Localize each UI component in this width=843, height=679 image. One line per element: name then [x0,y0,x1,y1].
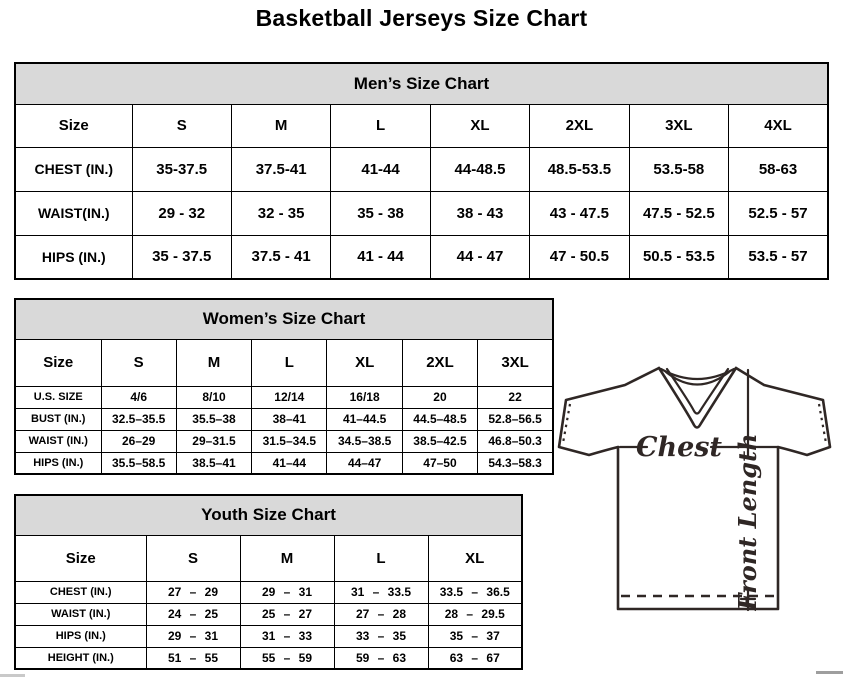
table-row [15,647,522,669]
mens-size-table [14,62,829,280]
column-header: XL [428,535,522,581]
size-value: 41-44 [331,147,430,191]
row-label: U.S. SIZE [15,386,101,408]
column-header: M [176,339,251,386]
size-value: 54.3–58.3 [478,452,553,474]
column-header: M [240,535,334,581]
column-header: Size [15,535,146,581]
front-length-label: Front Length [733,433,762,611]
size-value: 27 – 28 [334,603,428,625]
scrollbar-fragment-left [0,674,25,677]
column-header: 2XL [402,339,477,386]
youth-table-title: Youth Size Chart [15,495,522,535]
chest-label: Chest [636,432,722,463]
size-value: 38 - 43 [430,191,529,235]
size-value: 44.5–48.5 [402,408,477,430]
size-value: 25 – 27 [240,603,334,625]
size-value: 28 – 29.5 [428,603,522,625]
size-value: 4/6 [101,386,176,408]
size-value: 8/10 [176,386,251,408]
column-header: 2XL [530,104,629,147]
scrollbar-fragment-right [816,671,843,674]
column-header: S [101,339,176,386]
row-label: HEIGHT (IN.) [15,647,146,669]
size-value: 41 - 44 [331,235,430,279]
size-value: 31.5–34.5 [252,430,327,452]
column-header: L [252,339,327,386]
size-value: 38.5–41 [176,452,251,474]
table-row [15,147,828,191]
mens-size-chart-table [14,62,829,280]
size-value: 50.5 - 53.5 [629,235,728,279]
table-row [15,408,553,430]
size-value: 22 [478,386,553,408]
size-value: 29 – 31 [146,625,240,647]
column-header: 3XL [629,104,728,147]
youth-size-chart-table [14,494,523,670]
size-value: 37.5 - 41 [231,235,330,279]
size-value: 35-37.5 [132,147,231,191]
row-label: WAIST(IN.) [15,191,132,235]
womens-size-chart-table [14,298,554,475]
size-value: 31 – 33.5 [334,581,428,603]
size-value: 59 – 63 [334,647,428,669]
size-value: 35 - 38 [331,191,430,235]
column-header: M [231,104,330,147]
mens-table-title: Men’s Size Chart [15,63,828,104]
size-value: 35 - 37.5 [132,235,231,279]
size-value: 44–47 [327,452,402,474]
size-value: 53.5 - 57 [729,235,828,279]
row-label: WAIST (IN.) [15,430,101,452]
womens-size-table [14,298,554,475]
size-value: 47–50 [402,452,477,474]
size-value: 32.5–35.5 [101,408,176,430]
size-value: 43 - 47.5 [530,191,629,235]
size-value: 47 - 50.5 [530,235,629,279]
size-value: 31 – 33 [240,625,334,647]
size-value: 44 - 47 [430,235,529,279]
column-header: L [334,535,428,581]
size-value: 33 – 35 [334,625,428,647]
row-label: HIPS (IN.) [15,235,132,279]
size-value: 27 – 29 [146,581,240,603]
column-header: L [331,104,430,147]
size-value: 29 – 31 [240,581,334,603]
size-value: 33.5 – 36.5 [428,581,522,603]
column-header: S [146,535,240,581]
size-value: 26–29 [101,430,176,452]
size-value: 38.5–42.5 [402,430,477,452]
row-label: HIPS (IN.) [15,452,101,474]
size-value: 55 – 59 [240,647,334,669]
size-value: 29–31.5 [176,430,251,452]
youth-size-table [14,494,523,670]
table-row [15,235,828,279]
table-row [15,581,522,603]
size-value: 41–44 [252,452,327,474]
column-header: XL [430,104,529,147]
table-row [15,603,522,625]
size-value: 46.8–50.3 [478,430,553,452]
size-value: 38–41 [252,408,327,430]
jersey-measurement-diagram [552,358,837,628]
jersey-outline-icon [552,358,837,628]
size-value: 63 – 67 [428,647,522,669]
jersey-silhouette [559,368,830,609]
table-row [15,625,522,647]
table-row [15,386,553,408]
size-value: 20 [402,386,477,408]
row-label: CHEST (IN.) [15,147,132,191]
size-value: 35.5–38 [176,408,251,430]
column-header: 4XL [729,104,828,147]
size-value: 52.8–56.5 [478,408,553,430]
table-row [15,452,553,474]
size-value: 37.5-41 [231,147,330,191]
table-row [15,430,553,452]
column-header: S [132,104,231,147]
column-header: Size [15,104,132,147]
size-value: 48.5-53.5 [530,147,629,191]
size-value: 53.5-58 [629,147,728,191]
size-value: 35.5–58.5 [101,452,176,474]
page-title: Basketball Jerseys Size Chart [255,5,588,31]
size-value: 52.5 - 57 [729,191,828,235]
row-label: WAIST (IN.) [15,603,146,625]
collar-v-outer [659,368,736,428]
size-value: 29 - 32 [132,191,231,235]
womens-table-title: Women’s Size Chart [15,299,553,339]
column-header: XL [327,339,402,386]
size-value: 44-48.5 [430,147,529,191]
size-value: 16/18 [327,386,402,408]
column-header: 3XL [478,339,553,386]
column-header: Size [15,339,101,386]
size-value: 51 – 55 [146,647,240,669]
size-value: 24 – 25 [146,603,240,625]
size-value: 35 – 37 [428,625,522,647]
table-row [15,191,828,235]
size-value: 58-63 [729,147,828,191]
size-value: 12/14 [252,386,327,408]
size-value: 47.5 - 52.5 [629,191,728,235]
row-label: HIPS (IN.) [15,625,146,647]
size-value: 32 - 35 [231,191,330,235]
size-value: 34.5–38.5 [327,430,402,452]
row-label: CHEST (IN.) [15,581,146,603]
size-value: 41–44.5 [327,408,402,430]
row-label: BUST (IN.) [15,408,101,430]
